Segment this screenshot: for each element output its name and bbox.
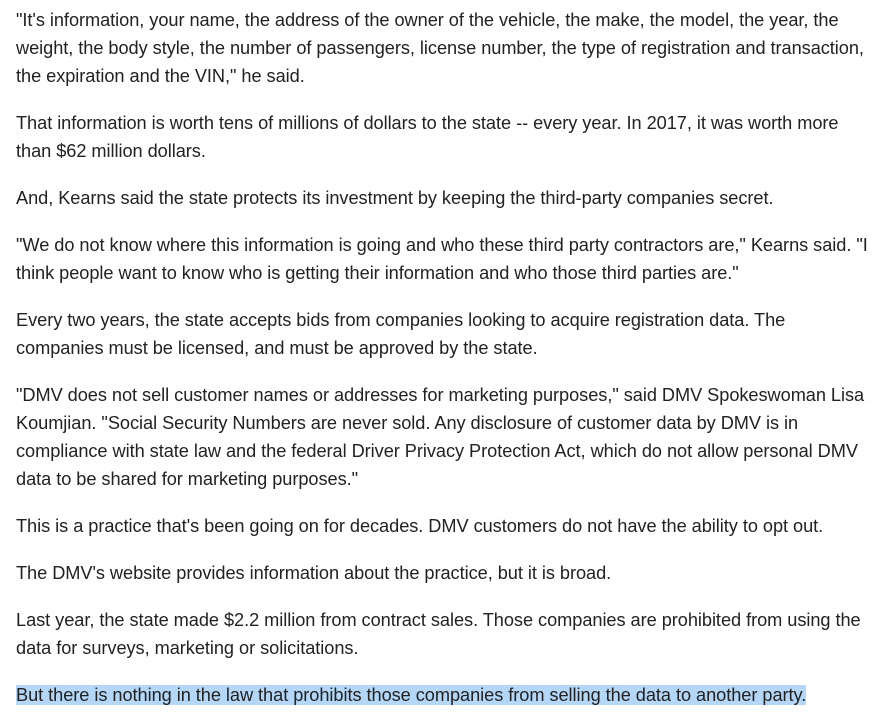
paragraph-bids: Every two years, the state accepts bids from companies looking to acquire registration data. The companies must be licensed, and must be approved by the state. <box>16 310 786 358</box>
paragraph-practice-decades: This is a practice that's been going on for decades. DMV customers do not have the ability to opt out. <box>16 516 824 536</box>
paragraph-dmv-statement: "DMV does not sell customer names or addresses for marketing purposes," said DMV Spokeswoman Lisa Koumjian. "Social Security Numbers are never sold. Any disclosure of customer data by DMV is in compliance with state law and the federal Driver Privacy Protection Act, which do not allow personal DMV data to be shared for marketing purposes." <box>16 385 865 489</box>
text-selection-highlight[interactable]: But there is nothing in the law that prohibits those companies from selling the data to another party. <box>16 685 807 705</box>
paragraph-highlighted-selection <box>16 681 868 709</box>
paragraph-contract-sales: Last year, the state made $2.2 million from contract sales. Those companies are prohibited from using the data for surveys, marketing or solicitations. <box>16 610 861 658</box>
paragraph-quote-third-party: "We do not know where this information is going and who these third party contractors are," Kearns said. "I think people want to know who is getting their information and who those third parties are." <box>16 235 868 283</box>
paragraph-quote-information: "It's information, your name, the address of the owner of the vehicle, the make, the model, the year, the weight, the body style, the number of passengers, license number, the type of registration and transaction, the expiration and the VIN," he said. <box>16 10 864 86</box>
paragraph-kearns-secret: And, Kearns said the state protects its investment by keeping the third-party companies secret. <box>16 188 774 208</box>
paragraph-dmv-website: The DMV's website provides information about the practice, but it is broad. <box>16 563 612 583</box>
paragraph-information-worth: That information is worth tens of millions of dollars to the state -- every year. In 2017, it was worth more than $62 million dollars. <box>16 113 839 161</box>
article-body <box>16 6 868 728</box>
